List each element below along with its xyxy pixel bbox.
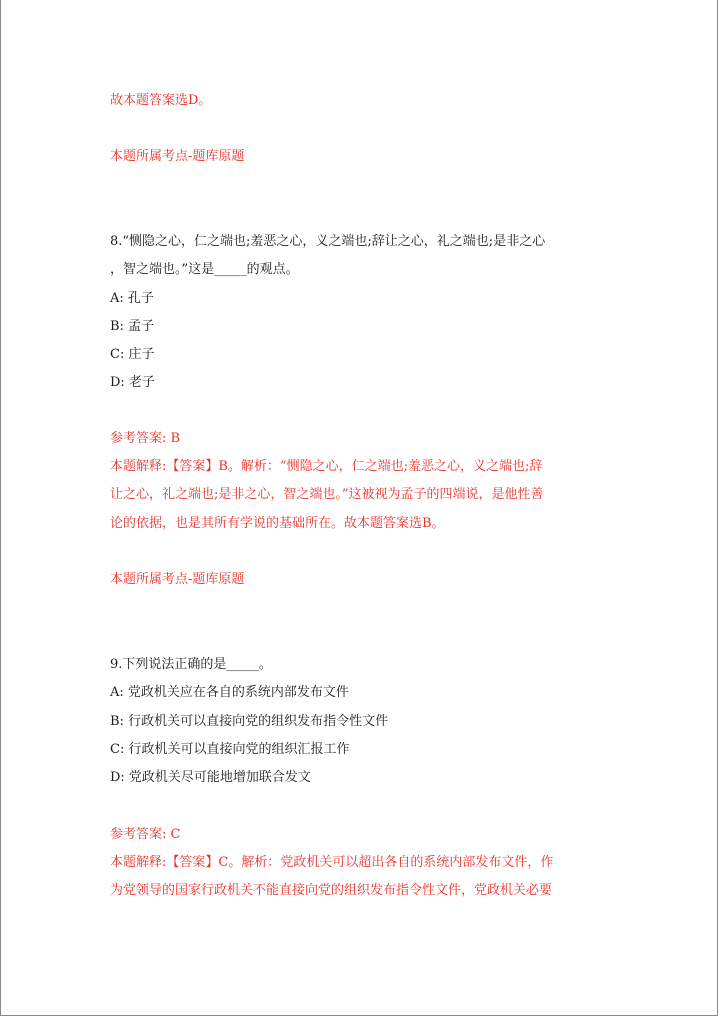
q9-option-a: A: 党政机关应在各自的系统内部发布文件 xyxy=(110,685,349,700)
q8-option-a: A: 孔子 xyxy=(110,291,154,306)
q8-explain-line3: 论的依据，也是其所有学说的基础所在。故本题答案选B。 xyxy=(110,516,445,531)
q8-explain-line2: 让之心，礼之端也;是非之心，智之端也。”这被视为孟子的四端说，是他性善 xyxy=(110,487,544,502)
q8-explain-line1: 本题解释:【答案】B。解析：“恻隐之心，仁之端也;羞恶之心，义之端也;辞 xyxy=(110,459,543,474)
q8-topic: 本题所属考点-题库原题 xyxy=(110,572,245,587)
q9-answer: 参考答案: C xyxy=(110,827,181,842)
q9-explain-line2: 为党领导的国家行政机关不能直接向党的组织发布指令性文件，党政机关必要 xyxy=(110,883,553,898)
q8-stem-line2: ，智之端也。”这是_____的观点。 xyxy=(110,262,299,277)
q9-explain-line1: 本题解释:【答案】C。解析：党政机关可以超出各自的系统内部发布文件，作 xyxy=(110,855,554,870)
q8-option-d: D: 老子 xyxy=(110,375,155,390)
q8-option-b: B: 孟子 xyxy=(110,319,155,334)
prev-conclusion: 故本题答案选D。 xyxy=(110,93,212,108)
q8-stem-line1: 8.“恻隐之心，仁之端也;羞恶之心，义之端也;辞让之心，礼之端也;是非之心 xyxy=(110,234,546,249)
prev-topic: 本题所属考点-题库原题 xyxy=(110,149,245,164)
q9-option-d: D: 党政机关尽可能地增加联合发文 xyxy=(110,770,311,785)
q8-option-c: C: 庄子 xyxy=(110,347,155,362)
q9-stem-line1: 9.下列说法正确的是_____。 xyxy=(110,657,272,672)
q8-answer: 参考答案: B xyxy=(110,431,181,446)
q9-option-c: C: 行政机关可以直接向党的组织汇报工作 xyxy=(110,742,350,757)
q9-option-b: B: 行政机关可以直接向党的组织发布指令性文件 xyxy=(110,714,389,729)
